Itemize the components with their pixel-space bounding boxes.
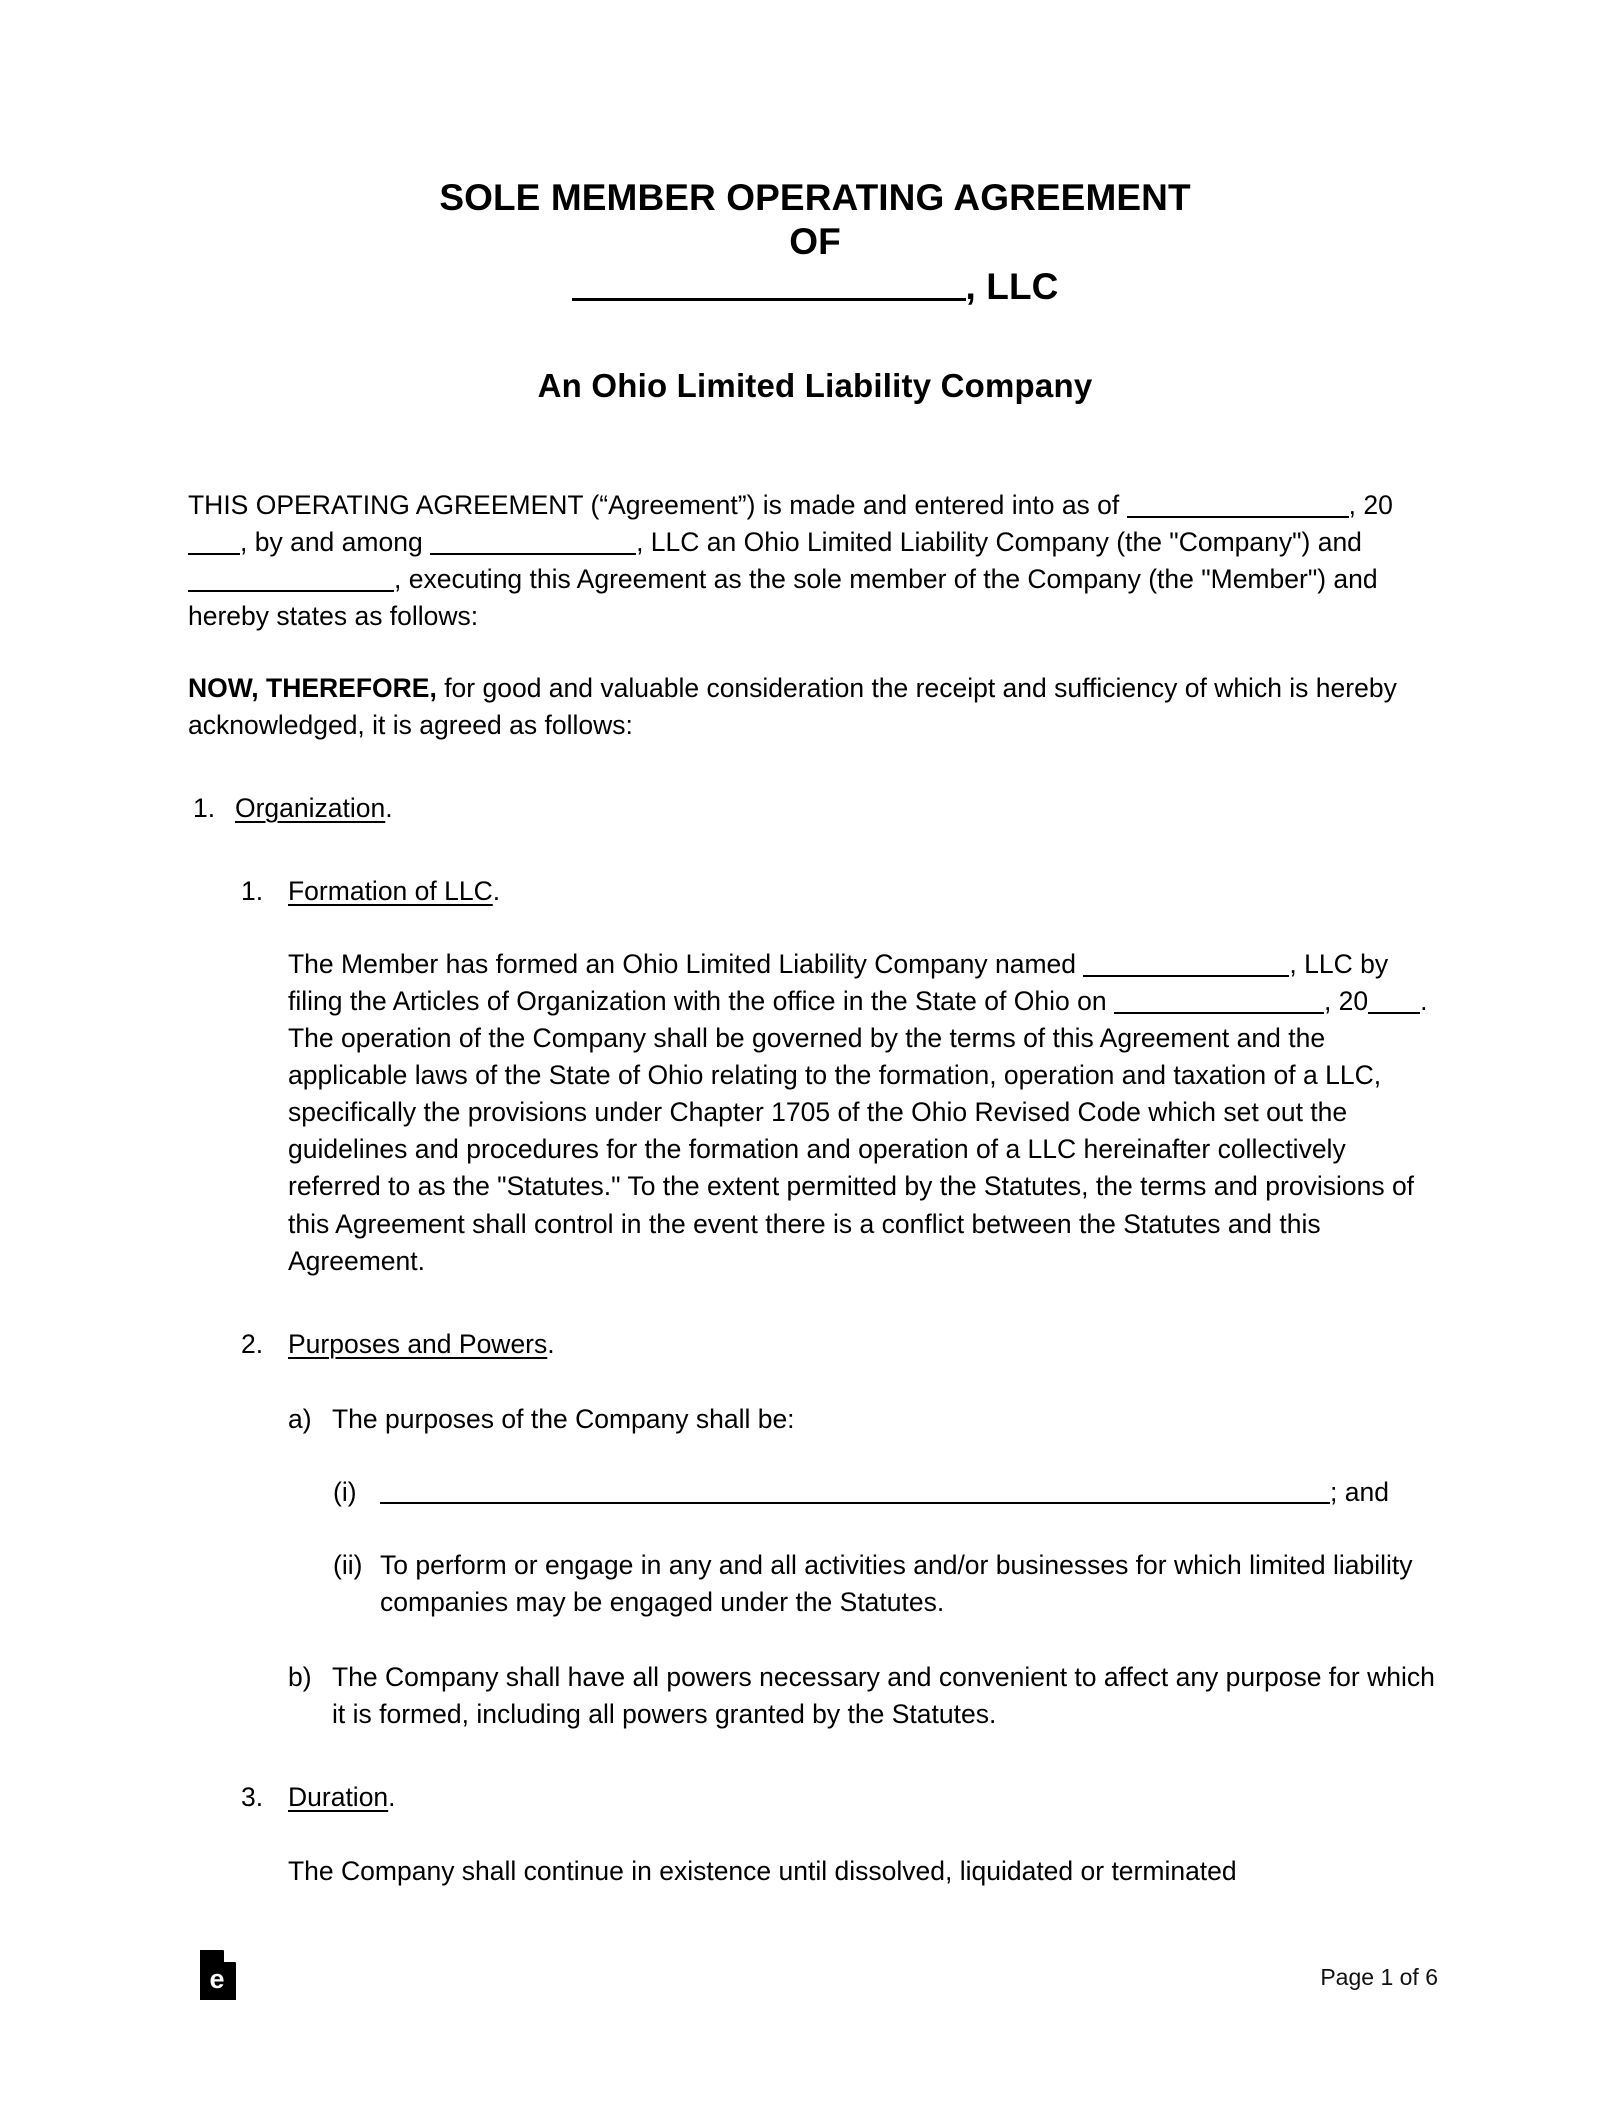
subsection-1-2-marker: 2. (241, 1328, 264, 1359)
subsection-1-2-heading-suffix: . (547, 1328, 555, 1359)
filing-year-blank[interactable] (1368, 990, 1420, 1014)
subsection-1-1-heading: Formation of LLC (288, 875, 493, 906)
subsection-1-3-heading-suffix: . (388, 1782, 396, 1813)
intro-part-5: Liability Company (the "Company") and (899, 527, 1362, 558)
page-footer (0, 1944, 1624, 2064)
subsection-1-3-duration (241, 1779, 1442, 1816)
subsection-1-2-heading: Purposes and Powers (288, 1328, 548, 1359)
purposes-item-a-text: The purposes of the Company shall be: (332, 1403, 795, 1434)
subsection-1-1-heading-wrap (288, 873, 1442, 910)
title-line-1: SOLE MEMBER OPERATING AGREEMENT (439, 177, 1191, 218)
intro-part-3: , by and among (240, 527, 423, 558)
title-line-2: OF (789, 221, 841, 263)
svg-text:e: e (209, 1964, 225, 1994)
subsection-1-3-heading: Duration (288, 1782, 389, 1813)
purposes-subitem-ii-marker: (ii) (333, 1550, 363, 1581)
page-number-label: Page 1 of 6 (1320, 1964, 1438, 1990)
purposes-subitem-ii-text: To perform or engage in any and all activities and/or businesses for which limited liability companies may be engaged under the Statutes. (380, 1550, 1413, 1618)
document-content (188, 176, 1442, 1890)
purposes-item-b-marker: b) (288, 1662, 312, 1693)
purposes-item-a (288, 1401, 1442, 1438)
subsection-1-1-formation (241, 873, 1442, 910)
section-1-marker: 1. (193, 792, 216, 823)
now-therefore-rest: for good and valuable consideration the receipt and sufficiency of which is hereby acknowledged, it is agreed as follows: (188, 672, 1397, 740)
date-blank-1[interactable] (1127, 494, 1349, 518)
formation-part-2: , LLC by filing the Articles of Organization with the office in the (288, 948, 1389, 1017)
now-therefore-paragraph (188, 670, 1442, 744)
section-1-organization (188, 790, 1442, 827)
purposes-subitem-ii (333, 1547, 1442, 1621)
intro-part-4: , LLC an Ohio Limited (636, 527, 893, 558)
formation-part-3: State of Ohio on (915, 986, 1107, 1017)
purpose-fill-blank[interactable] (380, 1482, 1330, 1504)
subsection-1-2-purposes (241, 1326, 1442, 1363)
section-1-heading-wrap (235, 790, 1442, 827)
subsection-1-3-marker: 3. (241, 1782, 264, 1813)
subsection-1-1-heading-suffix: . (492, 875, 501, 906)
subsection-1-3-heading-wrap (288, 1779, 1442, 1816)
intro-part-2: , 20 (1348, 490, 1393, 521)
section-1-heading-suffix: . (385, 792, 393, 823)
intro-part-1: THIS OPERATING AGREEMENT (“Agreement”) is made and entered into as of (188, 490, 1120, 521)
filing-date-blank[interactable] (1114, 990, 1324, 1014)
intro-part-7: as the sole member of the Company (the "Member") and hereby states as follows: (188, 564, 1378, 632)
title-llc-suffix: , LLC (965, 265, 1059, 307)
company-name-blank[interactable] (572, 266, 966, 301)
formation-part-4: , 20 (1323, 986, 1369, 1017)
document-title-block (188, 176, 1442, 309)
subsection-1-2-heading-wrap (288, 1326, 1442, 1363)
now-therefore-bold: NOW, THEREFORE, (188, 672, 437, 703)
document-subtitle: An Ohio Limited Liability Company (537, 367, 1093, 405)
purposes-subitem-i (333, 1474, 1442, 1511)
year-blank-1[interactable] (188, 531, 240, 555)
company-blank-1[interactable] (430, 531, 636, 555)
purposes-subitem-i-marker: (i) (333, 1476, 357, 1507)
title-line-3 (188, 265, 1442, 309)
intro-paragraph (188, 487, 1442, 635)
formation-body-paragraph (288, 946, 1442, 1280)
duration-body-paragraph: The Company shall continue in existence until dissolved, liquidated or terminated (288, 1855, 1237, 1886)
purposes-item-b-text: The Company shall have all powers necessary and convenient to affect any purpose for which it is formed, including all powers granted by the Statutes. (332, 1662, 1435, 1730)
company-blank-2[interactable] (1083, 953, 1289, 977)
formation-part-5: . The operation of the Company shall be governed by the terms of this Agreement and the applicable laws of the State of Ohio relating to the formation, operation and taxation of a LLC, specifically the provisions under Chapter 1705 of the Ohio Revised Code which set out the guidelines and procedures for the formation and operation of a LLC hereinafter collectively referred to as the "Statutes." To the extent permitted by the Statutes, the terms and provisions of this Agreement shall control in the event there is a conflict between the Statutes and this Agreement. (288, 986, 1428, 1276)
purposes-subitem-i-text: ; and (1330, 1476, 1389, 1507)
eforms-logo-icon (200, 1950, 236, 2000)
purposes-subitem-i-body (380, 1474, 1442, 1511)
intro-part-6: , executing this Agreement (394, 564, 707, 595)
subsection-1-1-marker: 1. (241, 875, 264, 906)
formation-part-1: The Member has formed an Ohio Limited Liability Company named (288, 948, 1077, 979)
member-blank-1[interactable] (188, 568, 394, 592)
section-1-heading: Organization (235, 792, 386, 823)
purposes-item-a-marker: a) (288, 1403, 312, 1434)
purposes-item-b (288, 1659, 1442, 1733)
